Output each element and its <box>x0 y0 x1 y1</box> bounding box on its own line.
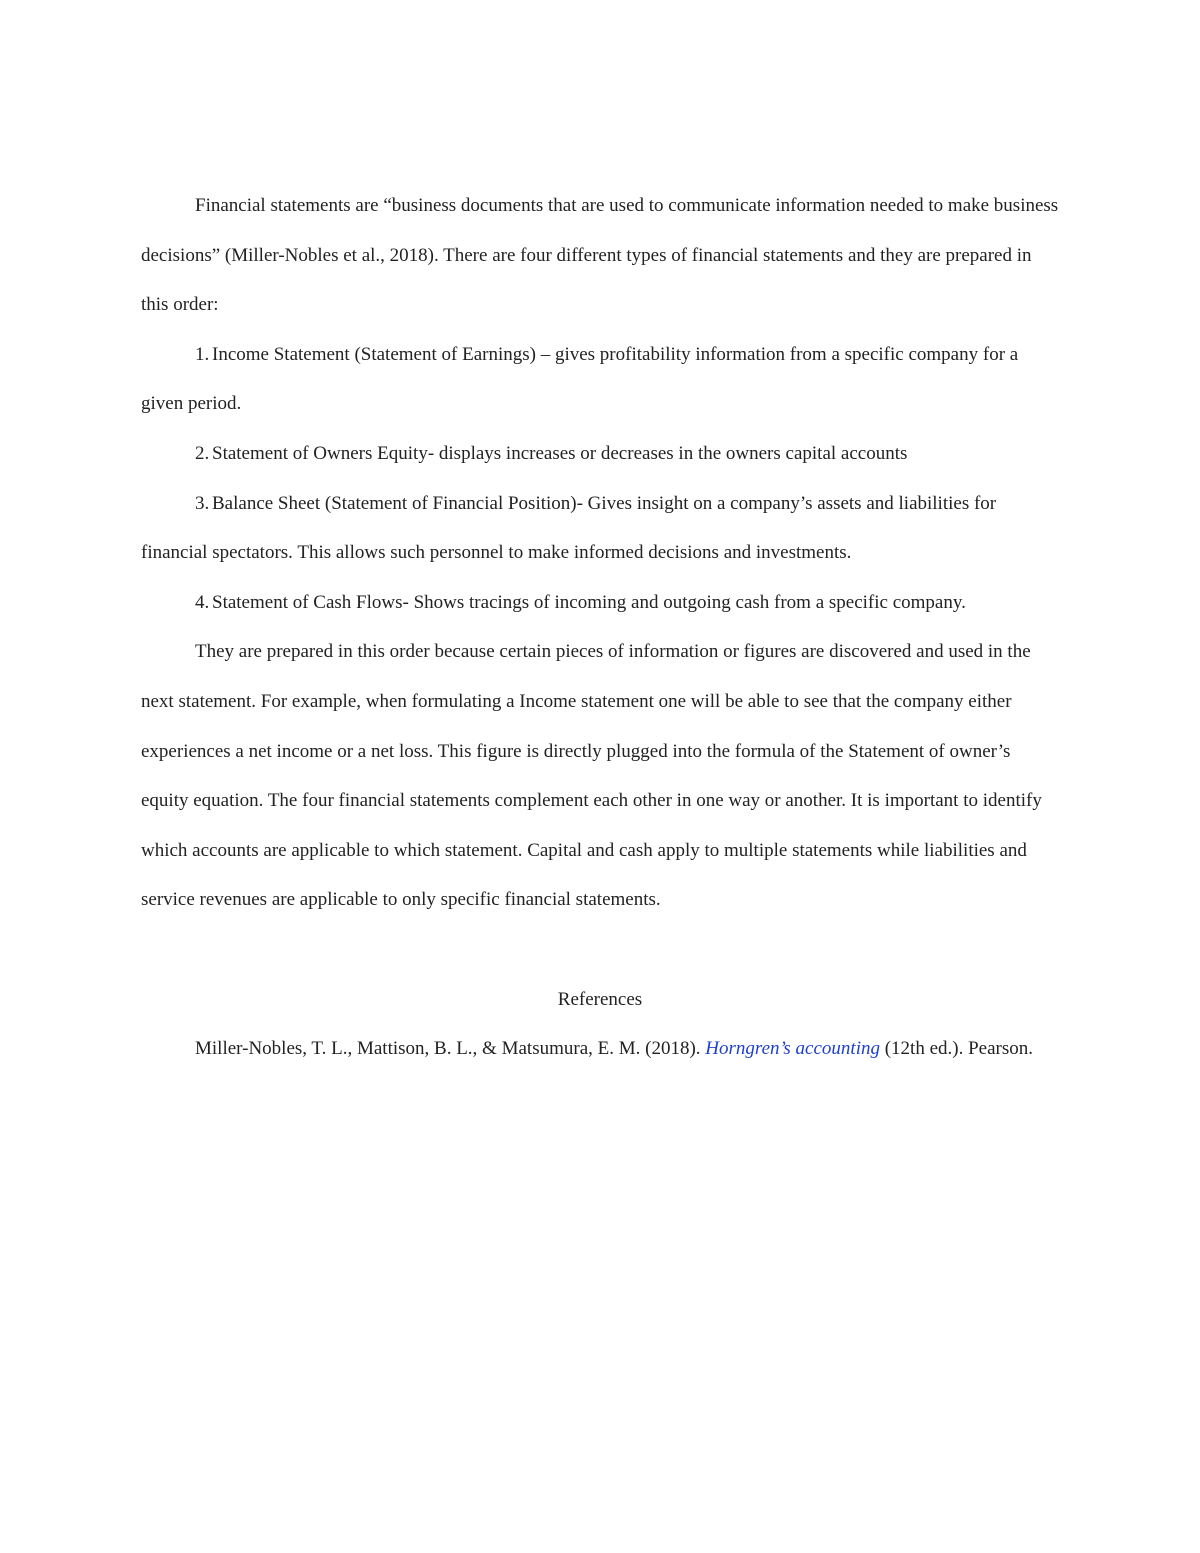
list-item-text: Statement of Owners Equity- displays increases or decreases in the owners capital accounts <box>212 442 908 464</box>
list-item-text: Balance Sheet (Statement of Financial Position)- Gives insight on a company’s assets and liabilities for financial spectators. This allows such personnel to make informed decisions and investments. <box>141 492 997 564</box>
list-number: 4. <box>195 591 210 613</box>
list-item-1 <box>141 330 1059 429</box>
list-number: 1. <box>195 343 210 365</box>
intro-paragraph: Financial statements are “business documents that are used to communicate information needed to make business decisions” (Miller-Nobles et al., 2018). There are four different types of financial statements and they are prepared in this order: <box>141 195 1059 316</box>
list-item-2 <box>141 429 1059 479</box>
list-item-text: Statement of Cash Flows- Shows tracings of incoming and outgoing cash from a specific company. <box>212 591 966 613</box>
reference-entry <box>141 1024 1059 1074</box>
list-item-3 <box>141 479 1059 578</box>
reference-title-link[interactable]: Horngren’s accounting <box>705 1038 880 1060</box>
document-page <box>141 181 1059 1074</box>
list-number: 2. <box>195 442 210 464</box>
reference-edition: (12th ed.). Pearson. <box>879 1038 1034 1060</box>
list-item-text: Income Statement (Statement of Earnings) – gives profitability information from a specific company for a given period. <box>141 343 1019 415</box>
references-heading: References <box>557 988 643 1010</box>
list-item-4 <box>141 578 1059 628</box>
list-number: 3. <box>195 492 210 514</box>
conclusion-paragraph: They are prepared in this order because certain pieces of information or figures are discovered and used in the next statement. For example, when formulating a Income statement one will be able to see that the company either experiences a net income or a net loss. This figure is directly plugged into the formula of the Statement of owner’s equity equation. The four financial statements complement each other in one way or another. It is important to identify which accounts are applicable to which statement. Capital and cash apply to multiple statements while liabilities and service revenues are applicable to only specific financial statements. <box>141 641 1042 911</box>
reference-authors: Miller-Nobles, T. L., Mattison, B. L., & Matsumura, E. M. (2018). <box>195 1038 706 1060</box>
